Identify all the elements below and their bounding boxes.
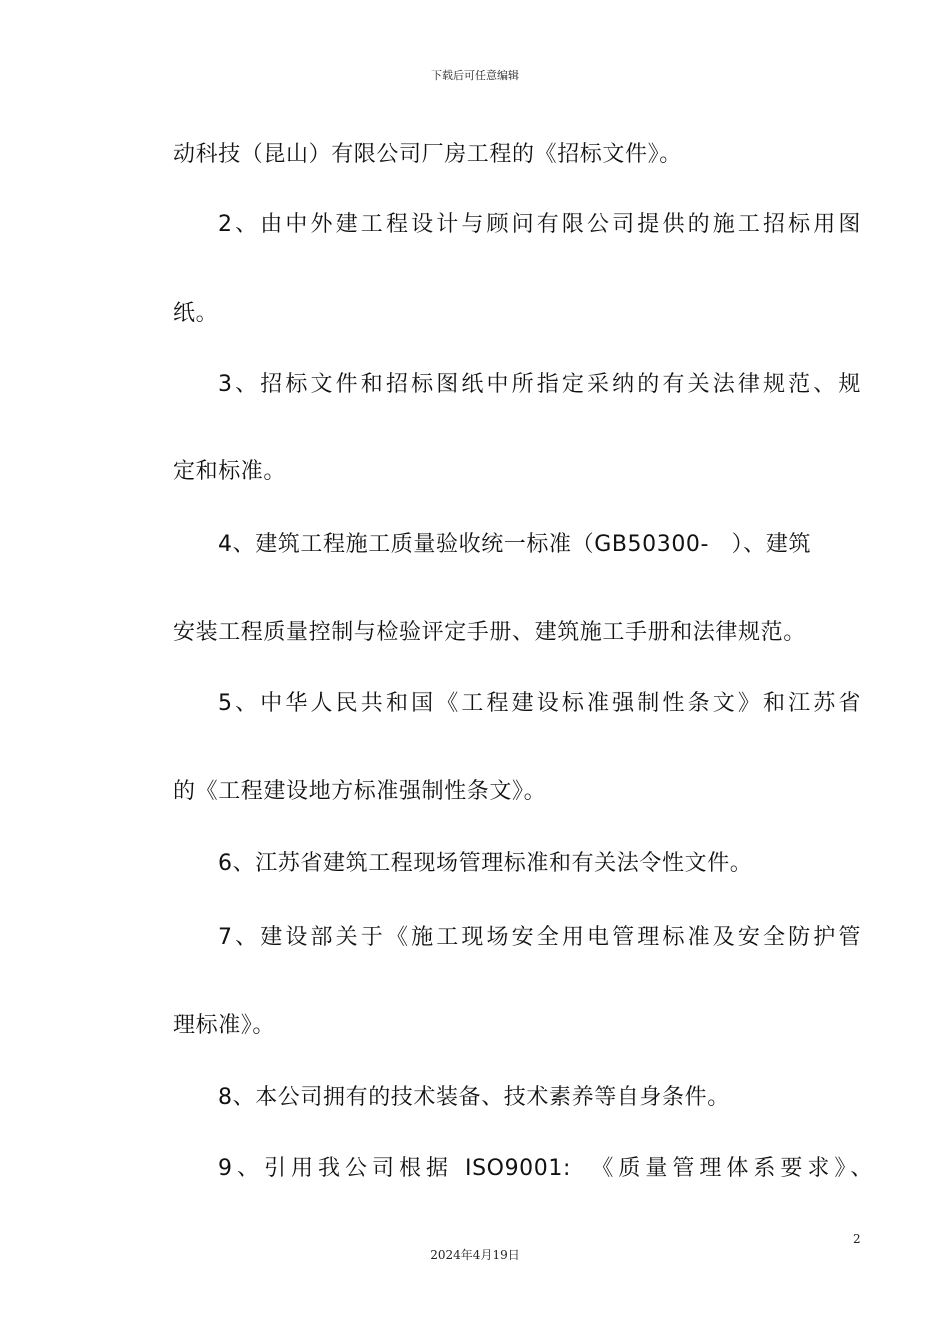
text-line: 6、江苏省建筑工程现场管理标准和有关法令性文件。	[218, 851, 753, 876]
page-footer-date: 2024年4月19日	[430, 1248, 520, 1262]
page-header: 下载后可任意编辑	[431, 69, 519, 82]
text-line: 理标准》。	[173, 1013, 276, 1038]
text-line: 纸。	[173, 301, 219, 326]
text-line: 2、由中外建工程设计与顾问有限公司提供的施工招标用图	[218, 212, 861, 237]
text-line: 9、引用我公司根据 ISO9001: 《质量管理体系要求》、	[218, 1156, 873, 1181]
text-line: 定和标准。	[173, 459, 287, 484]
text-line: 动科技（昆山）有限公司厂房工程的《招标文件》。	[173, 142, 682, 167]
text-line: 5、中华人民共和国《工程建设标准强制性条文》和江苏省	[218, 691, 861, 716]
text-line: 3、招标文件和招标图纸中所指定采纳的有关法律规范、规	[218, 372, 861, 397]
text-line: 8、本公司拥有的技术装备、技术素养等自身条件。	[218, 1085, 730, 1110]
text-line: 7、建设部关于《施工现场安全用电管理标准及安全防护管	[218, 925, 861, 950]
text-line: 的《工程建设地方标准强制性条文》。	[173, 779, 547, 804]
text-line: 4、建筑工程施工质量验收统一标准（GB50300- ）、建筑	[218, 532, 812, 557]
page-number: 2	[853, 1232, 861, 1246]
text-line: 安装工程质量控制与检验评定手册、建筑施工手册和法律规范。	[173, 620, 806, 645]
